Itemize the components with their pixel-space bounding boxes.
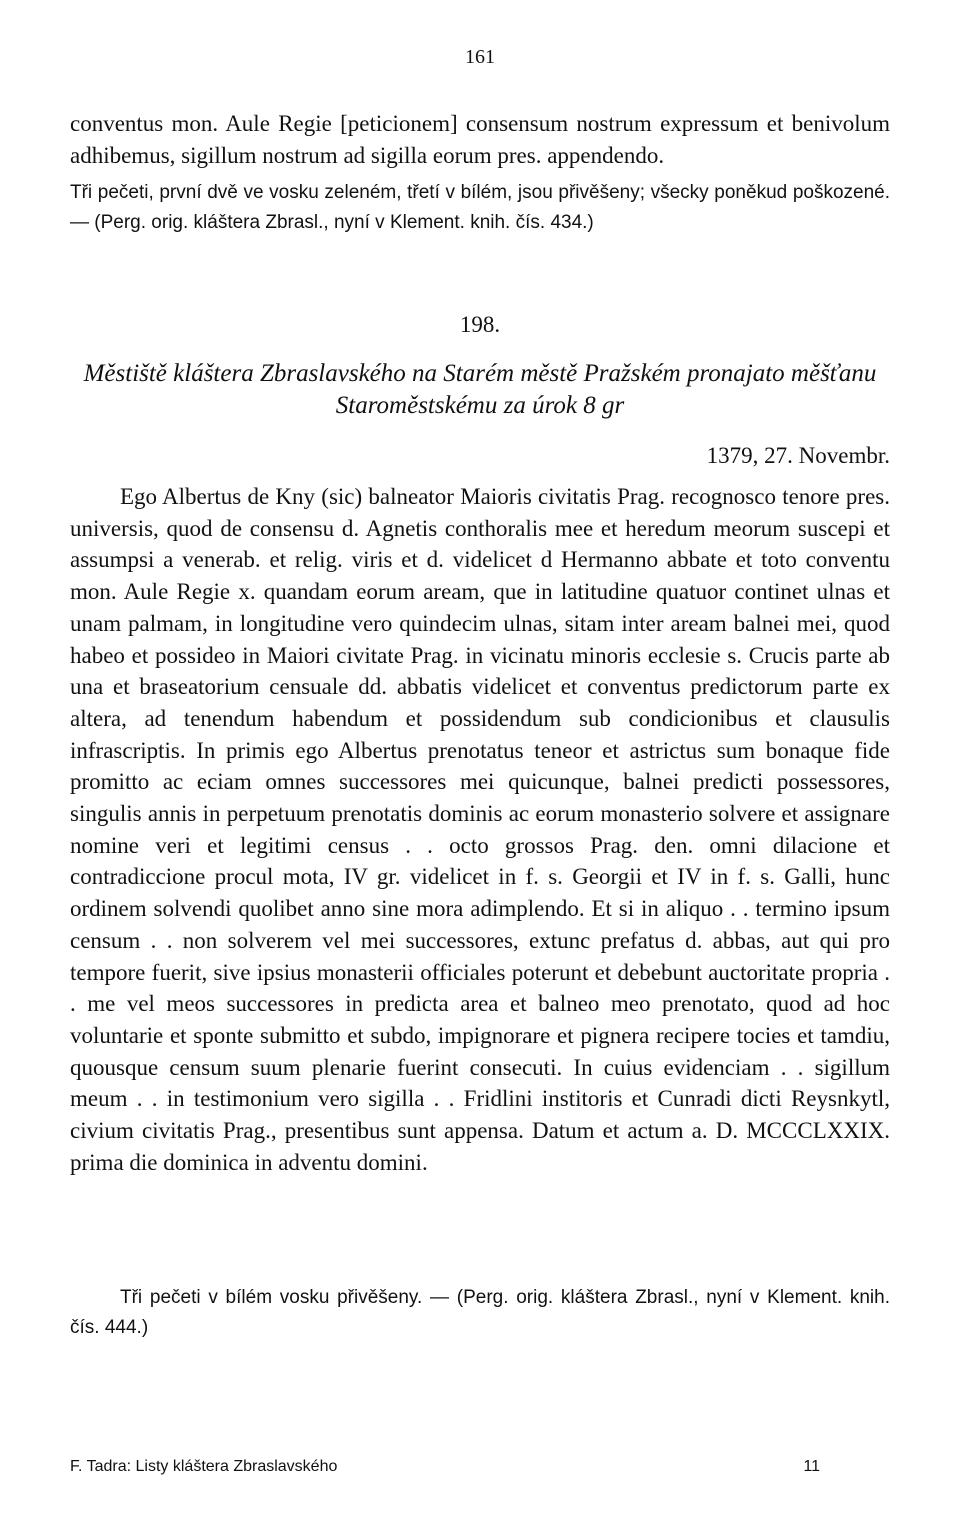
document-number: 198. xyxy=(459,312,501,337)
footer-signature: 11 xyxy=(803,1458,820,1475)
document-title: Městiště kláštera Zbraslavského na Starém městě Pražském pronajato měšťanu Staroměstskému za úrok 8 gr xyxy=(83,360,877,419)
previous-document-note: Tři pečeti, první dvě ve vosku zeleném, třetí v bílém, jsou přivěšeny; všecky poněkud poškozené. — (Perg. orig. kláštera Zbrasl., nyní v Klement. knih. čís. 434.) xyxy=(70,182,890,233)
footer-book-title: F. Tadra: Listy kláštera Zbraslavského xyxy=(70,1458,338,1475)
document-note: Tři pečeti v bílém vosku přivěšeny. — (Perg. orig. kláštera Zbrasl., nyní v Klement. knih. čís. 444.) xyxy=(70,1287,890,1338)
page-number: 161 xyxy=(465,46,495,68)
document-date: 1379, 27. Novembr. xyxy=(706,443,890,468)
continuation-paragraph: conventus mon. Aule Regie [peticionem] consensum nostrum expressum et benivolum adhibemus, sigillum nostrum ad sigilla eorum pres. appendendo. xyxy=(70,111,890,168)
document-body: Ego Albertus de Kny (sic) balneator Maioris civitatis Prag. recognosco tenore pres. universis, quod de consensu d. Agnetis conthoralis mee et heredum meorum suscepi et assumpsi a venerab. et relig. viris et d. videlicet d Hermanno abbate et toto conventu mon. Aule Regie x. quandam eorum aream, que in latitudine quatuor continet ulnas et unam palmam, in longitudine vero quindecim ulnas, sitam inter aream balnei mei, quod habeo et possideo in Maiori civitate Prag. in vicinatu minoris ecclesie s. Crucis parte ab una et braseatorium censuale dd. abbatis videlicet et conventus predictorum parte ex altera, ad tenendum habendum et possidendum sub condicionibus et clausulis infrascriptis. In primis ego Albertus prenotatus teneor et astrictus sum bonaque fide promitto ac eciam omnes successores mei quicunque, balnei predicti possessores, singulis annis in perpetuum prenotatis dominis ac eorum monasterio solvere et assignare nomine veri et legitimi census . . octo grossos Prag. den. omni dilacione et contradiccione procul mota, IV gr. videlicet in f. s. Georgii et IV in f. s. Galli, hunc ordinem solvendi quolibet anno sine mora adimplendo. Et si in aliquo . . termino ipsum censum . . non solverem vel mei successores, extunc prefatus d. abbas, aut qui pro tempore fuerit, sive ipsius monasterii officiales poterunt et debebunt auctoritate propria . . me vel meos successores in predicta area et balneo meo prenotato, quod ad hoc voluntarie et sponte submitto et subdo, impignorare et pignera recipere tocies et tamdiu, quousque censum suum plenarie fuerint consecuti. In cuius evidenciam . . sigillum meum . . in testimonium vero sigilla . . Fridlini institoris et Cunradi dicti Reysnkytl, civium civitatis Prag., presentibus sunt appensa. Datum et actum a. D. MCCCLXXIX. prima die dominica in adventu domini. xyxy=(70,484,890,1175)
page-footer xyxy=(70,1458,890,1478)
